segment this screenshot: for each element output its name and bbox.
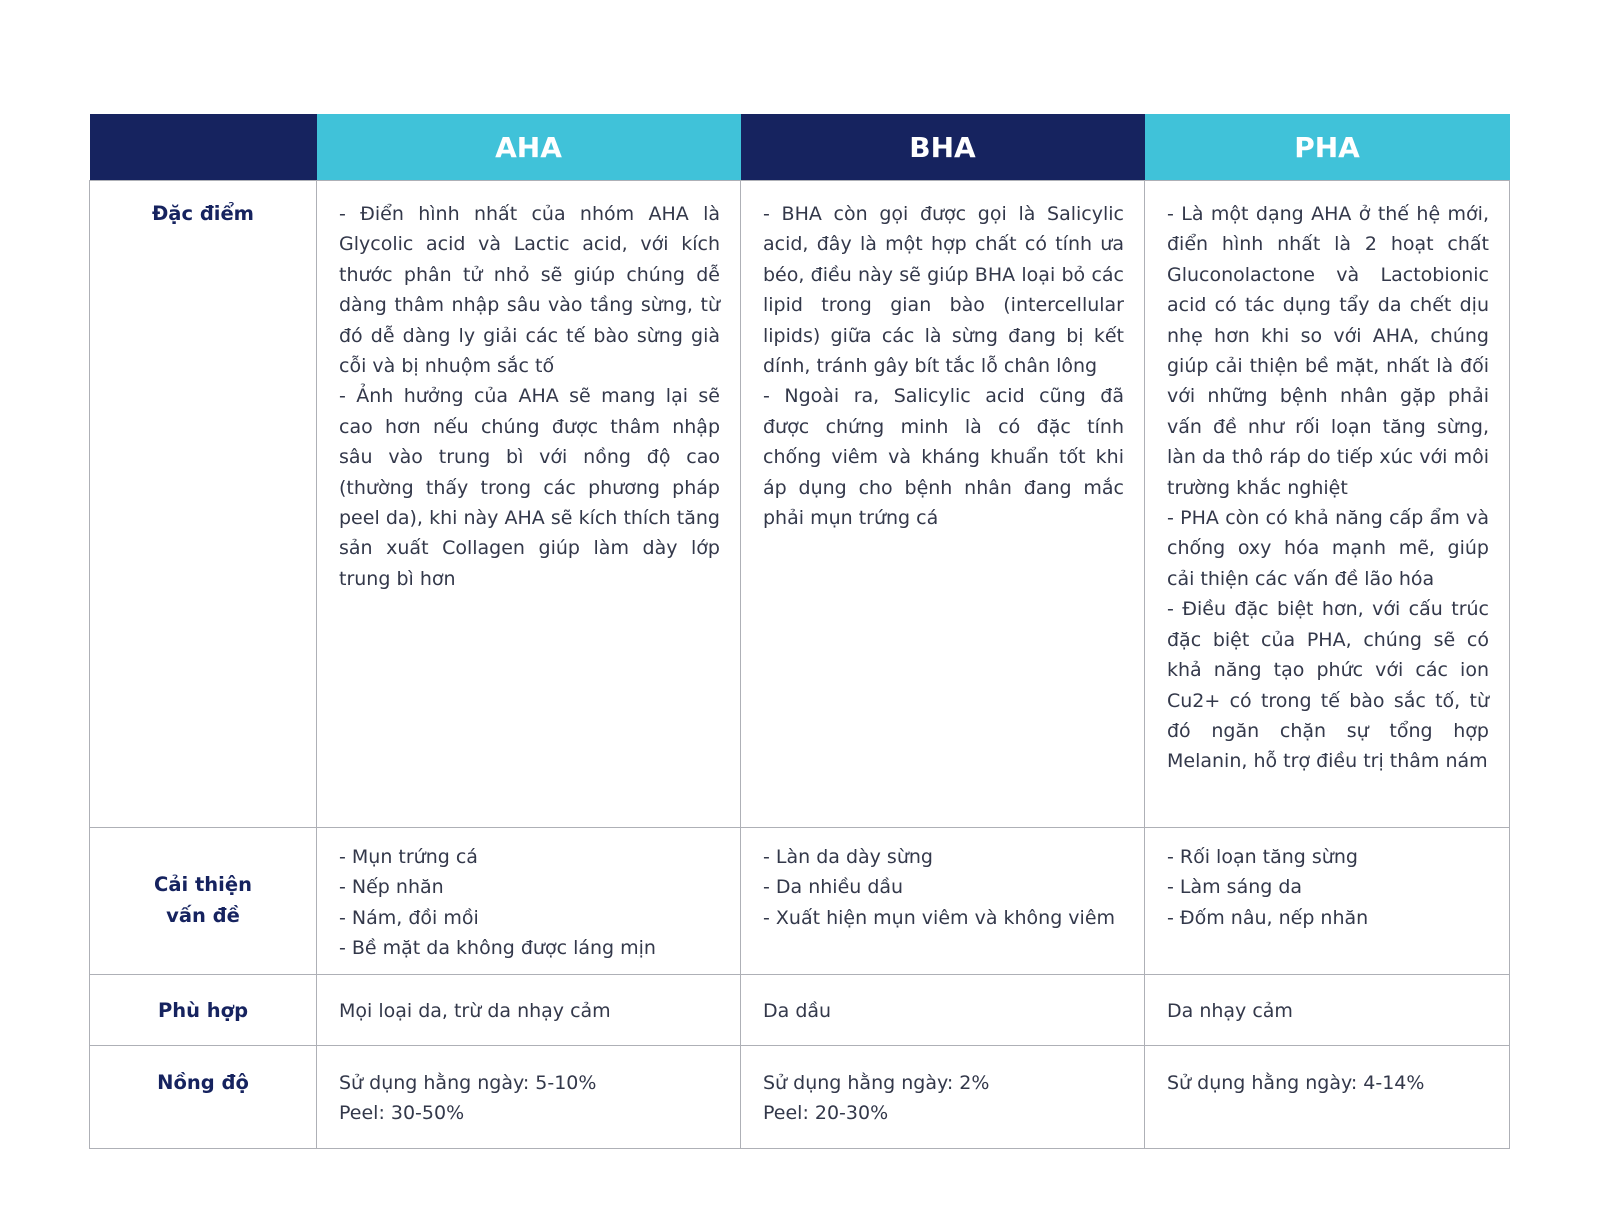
cell-line: - PHA còn có khả năng cấp ẩm và chống oxy hóa mạnh mẽ, giúp cải thiện các vấn đề lão hóa xyxy=(1167,507,1489,590)
cell-line: Da nhạy cảm xyxy=(1167,999,1293,1022)
cell-pha-suitability xyxy=(1145,974,1510,1045)
header-bha: BHA xyxy=(741,114,1145,181)
cell-line: - Điều đặc biệt hơn, với cấu trúc đặc biệt của PHA, chúng sẽ có khả năng tạo phức với các ion Cu2+ có trong tế bào sắc tố, từ đó ngăn chặn sự tổng hợp Melanin, hỗ trợ điều trị thâm nám xyxy=(1167,598,1489,773)
cell-bha-features xyxy=(741,181,1145,828)
cell-line: Peel: 20-30% xyxy=(763,1102,889,1125)
list-item: - Xuất hiện mụn viêm và không viêm xyxy=(763,906,1116,929)
row-label-line: vấn đề xyxy=(166,903,240,927)
cell-line: Peel: 30-50% xyxy=(339,1102,465,1125)
comparison-table xyxy=(89,114,1510,1149)
cell-line: - Ảnh hưởng của AHA sẽ mang lại sẽ cao hơn nếu chúng được thâm nhập sâu vào trung bì với nồng độ cao (thường thấy trong các phương pháp peel da), khi này AHA sẽ kích thích tăng sản xuất Collagen giúp làm dày lớp trung bì hơn xyxy=(339,385,720,590)
row-label-features: Đặc điểm xyxy=(90,181,317,828)
cell-pha-features xyxy=(1145,181,1510,828)
header-row xyxy=(90,114,1510,181)
cell-aha-concentration xyxy=(317,1045,741,1149)
cell-bha-improvements xyxy=(741,828,1145,975)
cell-aha-suitability xyxy=(317,974,741,1045)
cell-aha-improvements xyxy=(317,828,741,975)
row-label-suitability: Phù hợp xyxy=(90,974,317,1045)
list-item: - Nám, đồi mồi xyxy=(339,906,479,929)
cell-line: Sử dụng hằng ngày: 5-10% xyxy=(339,1071,597,1094)
list-item: - Mụn trứng cá xyxy=(339,846,478,868)
header-corner xyxy=(90,114,317,181)
table-row-features xyxy=(90,181,1510,828)
cell-aha-features xyxy=(317,181,741,828)
cell-line: Da dầu xyxy=(763,999,832,1022)
cell-pha-concentration xyxy=(1145,1045,1510,1149)
cell-line: Sử dụng hằng ngày: 2% xyxy=(763,1071,990,1094)
table-row-concentration xyxy=(90,1045,1510,1149)
list-item: - Da nhiều dầu xyxy=(763,876,904,899)
row-label-improvements xyxy=(90,828,317,975)
cell-pha-improvements xyxy=(1145,828,1510,975)
list-item: - Làn da dày sừng xyxy=(763,846,933,868)
list-item: - Đốm nâu, nếp nhăn xyxy=(1167,906,1369,929)
cell-line: Mọi loại da, trừ da nhạy cảm xyxy=(339,999,611,1022)
table-row-suitability xyxy=(90,974,1510,1045)
list-item: - Làm sáng da xyxy=(1167,876,1303,899)
cell-line: - Ngoài ra, Salicylic acid cũng đã được chứng minh là có đặc tính chống viêm và kháng khuẩn tốt khi áp dụng cho bệnh nhân đang mắc phải mụn trứng cá xyxy=(763,385,1124,530)
cell-line: - BHA còn gọi được gọi là Salicylic acid, đây là một hợp chất có tính ưa béo, điều này sẽ giúp BHA loại bỏ các lipid trong gian bào (intercellular lipids) giữa các là sừng đang bị kết dính, tránh gây bít tắc lỗ chân lông xyxy=(763,203,1124,378)
list-item: - Rối loạn tăng sừng xyxy=(1167,846,1358,868)
list-item: - Nếp nhăn xyxy=(339,876,444,899)
cell-line: - Là một dạng AHA ở thế hệ mới, điển hình nhất là 2 hoạt chất Gluconolactone và Lactobionic acid có tác dụng tẩy da chết dịu nhẹ hơn khi so với AHA, chúng giúp cải thiện bề mặt, nhất là đối với những bệnh nhân gặp phải vấn đề như rối loạn tăng sừng, làn da thô ráp do tiếp xúc với môi trường khắc nghiệt xyxy=(1167,203,1489,499)
cell-bha-suitability xyxy=(741,974,1145,1045)
row-label-line: Cải thiện xyxy=(154,873,252,897)
list-item: - Bề mặt da không được láng mịn xyxy=(339,937,656,960)
cell-line: - Điển hình nhất của nhóm AHA là Glycolic acid và Lactic acid, với kích thước phân tử nhỏ sẽ giúp chúng dễ dàng thâm nhập sâu vào tầng sừng, từ đó dễ dàng ly giải các tế bào sừng già cỗi và bị nhuộm sắc tố xyxy=(339,203,720,378)
cell-line: Sử dụng hằng ngày: 4-14% xyxy=(1167,1071,1425,1094)
cell-bha-concentration xyxy=(741,1045,1145,1149)
header-aha: AHA xyxy=(317,114,741,181)
header-pha: PHA xyxy=(1145,114,1510,181)
row-label-concentration: Nồng độ xyxy=(90,1045,317,1149)
table-row-improvements xyxy=(90,828,1510,975)
